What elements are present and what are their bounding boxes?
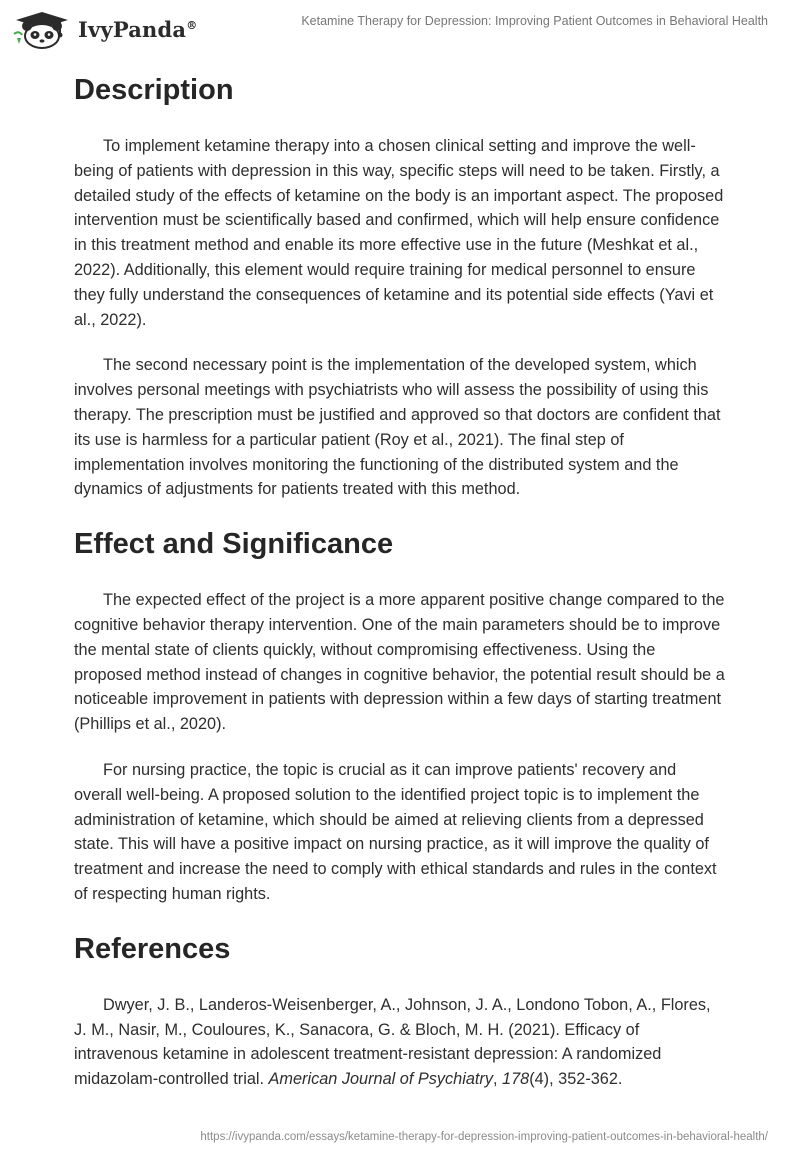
section-heading-references: References bbox=[74, 932, 231, 965]
reference-text: Dwyer, J. B., Landeros-Weisenberger, A., Johnson, J. A., Londono Tobon, A., Flores, J. M., Nasir, M., Couloures, K., Sanacora, G. & Bloch, M. H. (2021). Efficacy of intravenous ketamine in adolescent treatment-resistant depression: A randomized midazolam-controlled trial. bbox=[74, 995, 711, 1089]
panda-graduate-icon bbox=[10, 8, 72, 50]
paragraph: The second necessary point is the implementation of the developed system, which involves personal meetings with psychiatrists who will assess the possibility of using this therapy. The prescription must be justified and approved so that doctors are confident that its use is harmless for a particular patient (Roy et al., 2021). The final step of implementation involves monitoring the functioning of the distributed system and the dynamics of adjustments for patients treated with this method. bbox=[74, 356, 721, 499]
reference-journal: American Journal of Psychiatry bbox=[268, 1070, 493, 1089]
section-heading-effect: Effect and Significance bbox=[74, 528, 394, 561]
reference-entry bbox=[74, 993, 726, 1092]
brand-name: IvyPanda® bbox=[78, 16, 198, 42]
paragraph: For nursing practice, the topic is crucial as it can improve patients' recovery and overall well-being. A proposed solution to the identified project topic is to implement the administration of ketamine, which should be aimed at relieving clients from a depressed state. This will have a positive impact on nursing practice, as it will improve the quality of treatment and increase the need to comply with ethical standards and rules in the context of respecting human rights. bbox=[74, 760, 717, 903]
paragraph: The expected effect of the project is a more apparent positive change compared to the cognitive behavior therapy intervention. One of the main parameters should be to improve the mental state of clients quickly, without compromising effectiveness. Using the proposed method instead of changes in cognitive behavior, the potential result should be a noticeable improvement in patients with depression within a few days of starting treatment (Phillips et al., 2020). bbox=[74, 591, 725, 734]
section-heading-description: Description bbox=[74, 74, 234, 106]
reference-volume: 178 bbox=[502, 1070, 530, 1089]
ivypanda-logo[interactable] bbox=[10, 8, 197, 50]
document-title: Ketamine Therapy for Depression: Improving Patient Outcomes in Behavioral Health bbox=[301, 14, 768, 28]
source-url[interactable]: https://ivypanda.com/essays/ketamine-therapy-for-depression-improving-patient-outcomes-in-behavioral-health/ bbox=[200, 1131, 768, 1143]
essay-body bbox=[74, 70, 726, 1092]
reference-separator: , bbox=[492, 1070, 503, 1089]
reference-issue-pages: (4), 352-362. bbox=[529, 1070, 623, 1089]
paragraph: To implement ketamine therapy into a chosen clinical setting and improve the well-being of patients with depression in this way, specific steps will need to be taken. Firstly, a detailed study of the effects of ketamine on the body is an important aspect. The proposed intervention must be scientifically based and confirmed, which will help ensure confidence in this treatment method and enable its more effective use in the future (Meshkat et al., 2022). Additionally, this element would require training for medical personnel to ensure they fully understand the consequences of ketamine and its potential side effects (Yavi et al., 2022). bbox=[74, 137, 724, 329]
page-header bbox=[0, 0, 800, 64]
